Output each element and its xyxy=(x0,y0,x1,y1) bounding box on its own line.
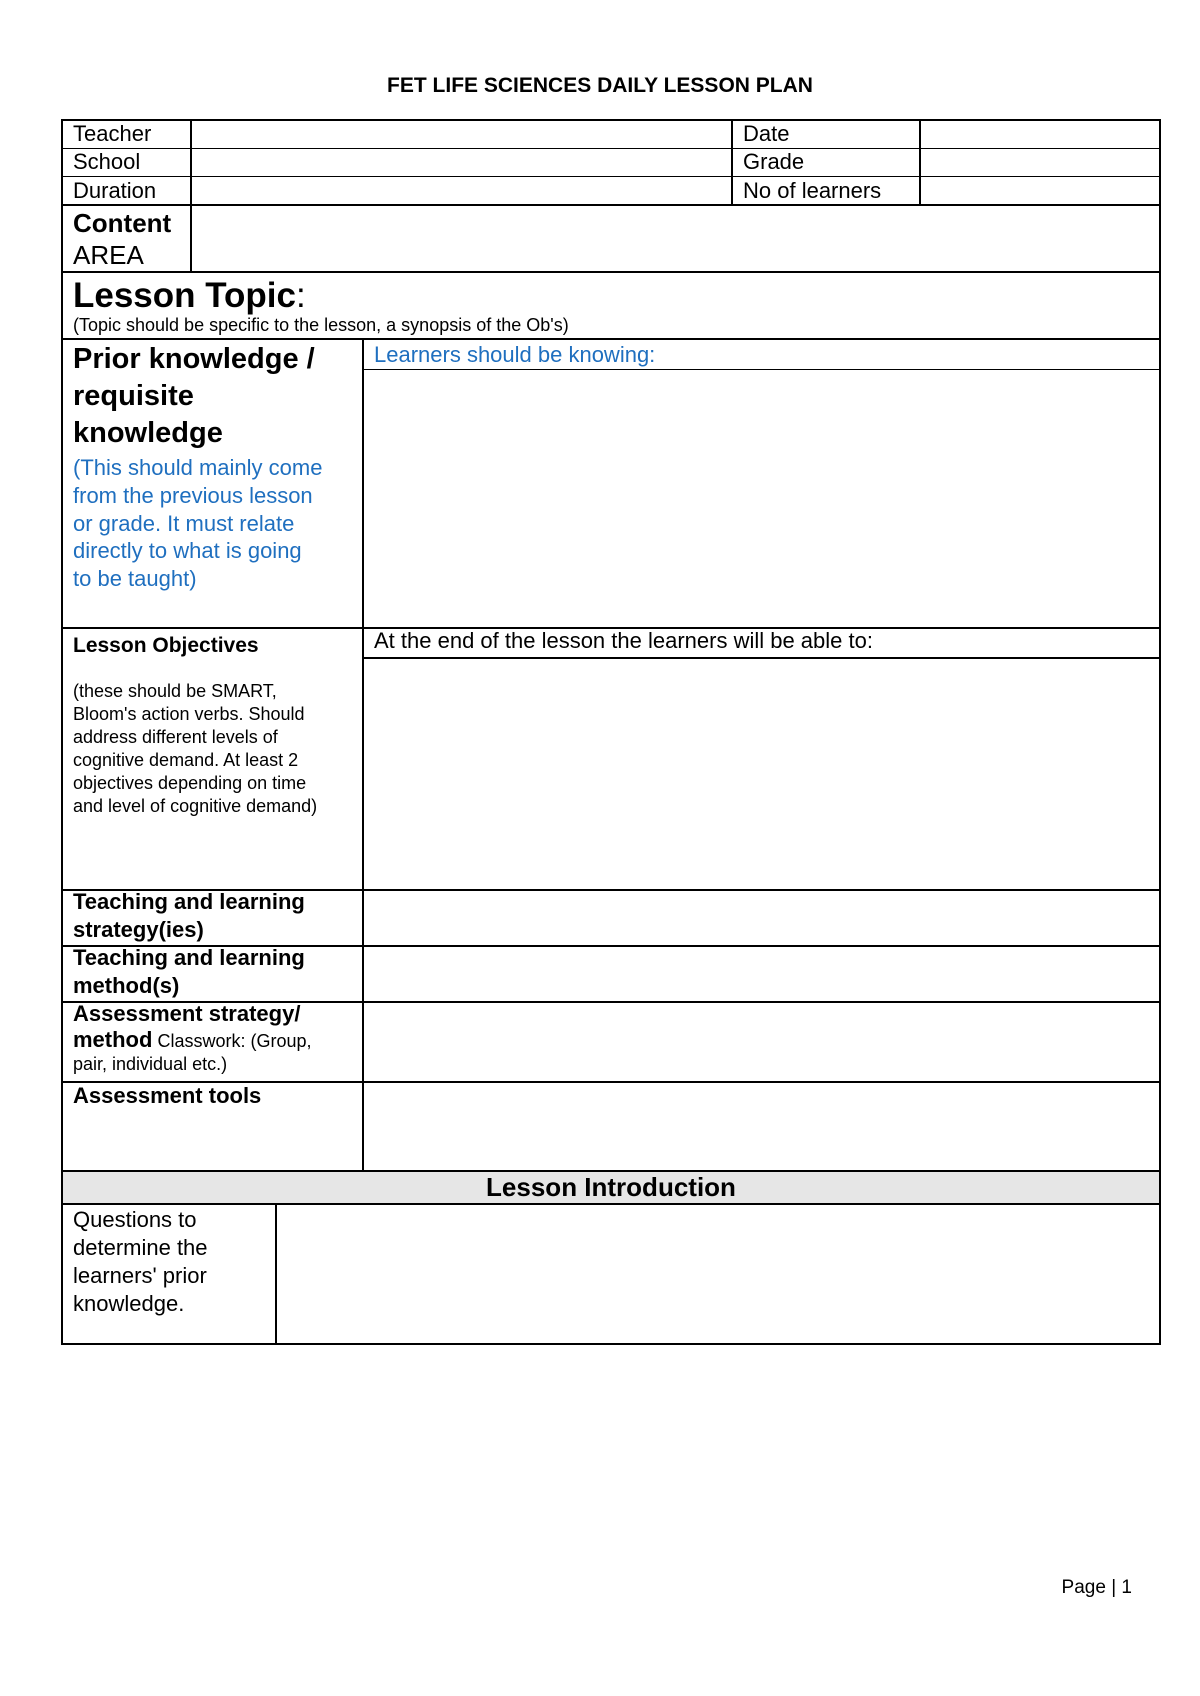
assessment-classwork: Classwork: (Group, xyxy=(152,1031,312,1051)
row-divider xyxy=(362,657,1161,659)
objectives-hint-line: objectives depending on time xyxy=(73,773,307,793)
content-area-label-line1: Content xyxy=(73,208,172,238)
page-separator: | xyxy=(1111,1577,1117,1598)
methods-label-line1: Teaching and learning xyxy=(73,945,305,970)
teacher-label: Teacher xyxy=(73,121,152,146)
intro-question-line: determine the xyxy=(73,1235,208,1260)
col-divider xyxy=(362,889,364,1171)
objectives-hint-line: Bloom's action verbs. Should xyxy=(73,704,305,724)
row-divider xyxy=(61,176,1161,177)
objectives-hint-line: address different levels of xyxy=(73,727,278,747)
duration-field[interactable] xyxy=(193,178,729,204)
assessment-method-word: method xyxy=(73,1027,153,1052)
assessment-tools-label: Assessment tools xyxy=(73,1083,262,1108)
methods-field[interactable] xyxy=(365,947,1159,1000)
lesson-topic-label: Lesson Topic xyxy=(73,276,296,315)
col-divider xyxy=(731,119,733,206)
col-divider xyxy=(190,119,192,206)
assessment-field[interactable] xyxy=(365,1003,1159,1080)
page-label: Page xyxy=(1061,1577,1106,1598)
prior-knowledge-hint-line: directly to what is going xyxy=(73,538,302,563)
intro-question-line: learners' prior xyxy=(73,1263,207,1288)
introduction-heading: Lesson Introduction xyxy=(486,1172,736,1202)
methods-label-line2: method(s) xyxy=(73,973,180,998)
prior-knowledge-hint-line: (This should mainly come xyxy=(73,455,323,480)
date-label: Date xyxy=(743,121,790,146)
school-field[interactable] xyxy=(193,150,729,175)
prior-knowledge-field[interactable] xyxy=(365,371,1159,626)
intro-question-line: knowledge. xyxy=(73,1291,185,1316)
grade-label: Grade xyxy=(743,149,805,174)
objectives-hint-line: and level of cognitive demand) xyxy=(73,796,318,816)
intro-question-line: Questions to xyxy=(73,1207,197,1232)
date-field[interactable] xyxy=(922,121,1159,147)
teacher-field[interactable] xyxy=(193,121,729,147)
objectives-hint-line: (these should be SMART, xyxy=(73,681,277,701)
content-area-label-line2: AREA xyxy=(73,240,144,270)
school-label: School xyxy=(73,149,141,174)
prior-knowledge-hint-line: from the previous lesson xyxy=(73,483,313,508)
assessment-tools-field[interactable] xyxy=(365,1083,1159,1169)
prior-knowledge-title-line3: knowledge xyxy=(73,417,223,449)
page-number: 1 xyxy=(1121,1577,1132,1598)
strategies-label-line2: strategy(ies) xyxy=(73,917,204,942)
prior-knowledge-title-line1: Prior knowledge / xyxy=(73,343,315,375)
no-of-learners-field[interactable] xyxy=(922,178,1159,204)
prior-knowledge-hint-line: or grade. It must relate xyxy=(73,511,295,536)
lesson-objectives-field[interactable] xyxy=(365,660,1159,888)
lesson-topic-hint: (Topic should be specific to the lesson, a synopsis of the Ob's) xyxy=(73,315,569,335)
objectives-right-header: At the end of the lesson the learners will be able to: xyxy=(374,628,873,653)
lesson-objectives-label: Lesson Objectives xyxy=(73,634,259,657)
lesson-topic-heading xyxy=(73,278,306,313)
prior-knowledge-hint-line: to be taught) xyxy=(73,566,197,591)
assessment-label-line1: Assessment strategy/ xyxy=(73,1001,301,1026)
col-divider xyxy=(190,204,192,272)
assessment-label-line2 xyxy=(73,1029,312,1051)
grade-field[interactable] xyxy=(922,150,1159,175)
col-divider xyxy=(919,119,921,206)
learners-should-know-header: Learners should be knowing: xyxy=(374,342,656,367)
document-title: FET LIFE SCIENCES DAILY LESSON PLAN xyxy=(387,74,813,97)
objectives-hint-line: cognitive demand. At least 2 xyxy=(73,750,299,770)
strategies-label-line1: Teaching and learning xyxy=(73,889,305,914)
content-area-field[interactable] xyxy=(193,206,1159,270)
no-of-learners-label: No of learners xyxy=(743,178,882,203)
row-divider xyxy=(61,148,1161,149)
page-footer xyxy=(1062,1577,1132,1599)
prior-knowledge-title-line2: requisite xyxy=(73,380,194,412)
assessment-label-line3: pair, individual etc.) xyxy=(73,1054,228,1074)
duration-label: Duration xyxy=(73,178,157,203)
lesson-objectives-hint xyxy=(73,680,358,818)
strategies-field[interactable] xyxy=(365,891,1159,944)
introduction-questions-field[interactable] xyxy=(278,1205,1159,1343)
lesson-topic-colon: : xyxy=(296,276,306,315)
row-divider xyxy=(362,369,1161,370)
col-divider xyxy=(275,1203,277,1345)
